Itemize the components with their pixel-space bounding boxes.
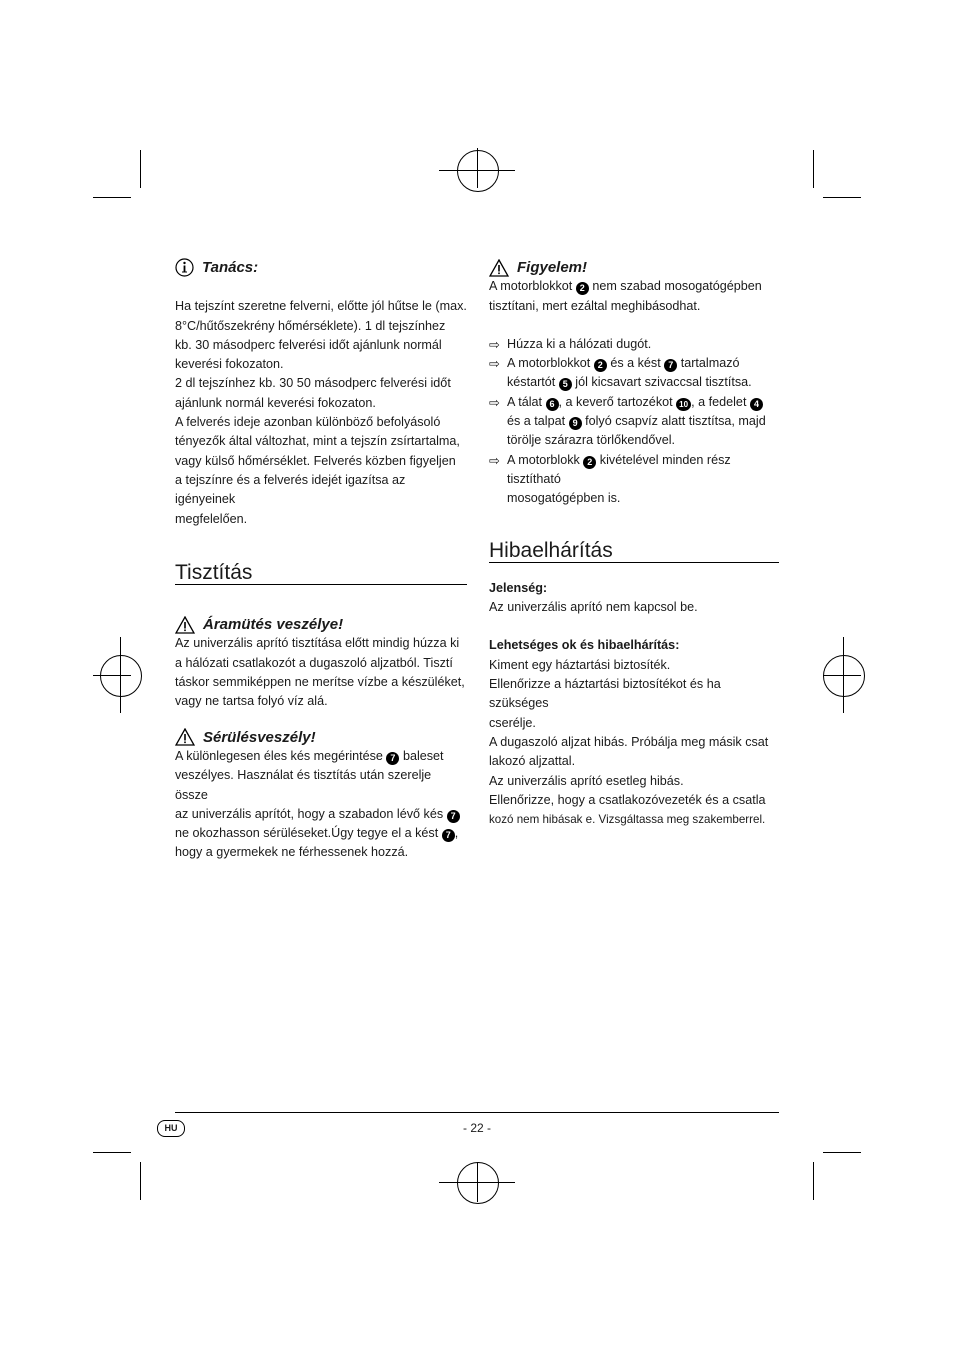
injury-line: A különlegesen éles kés megérintése 7 baleset — [175, 748, 444, 763]
part-number-badge: 7 — [442, 829, 455, 842]
shock-line: táskor semmiképpen ne merítse vízbe a készüléket, — [175, 675, 465, 690]
shock-line: Az univerzális aprító tisztítása előtt mindig húzza ki — [175, 636, 460, 651]
part-number-badge: 7 — [386, 752, 399, 765]
right-column — [489, 258, 779, 829]
injury-line: hogy a gyermekek ne férhessenek hozzá. — [175, 845, 409, 860]
part-number-badge: 4 — [750, 398, 763, 411]
crop-mark — [93, 1152, 131, 1153]
shock-line: a hálózati csatlakozót a dugaszoló aljzatból. Tisztí — [175, 655, 453, 670]
tip-line: vagy külső hőmérséklet. Felverés közben figyeljen — [175, 453, 456, 468]
tip-line: kb. 30 másodperc felverési időt ajánlunk normál — [175, 337, 442, 352]
arrow-right-icon: ⇨ — [489, 452, 500, 468]
shock-line: vagy ne tartsa folyó víz alá. — [175, 694, 328, 709]
crop-mark — [813, 1162, 814, 1200]
causes-line: Kiment egy háztartási biztosíték. — [489, 657, 671, 672]
causes-label: Lehetséges ok és hibaelhárítás: — [489, 638, 680, 653]
page-number: - 22 - — [462, 1121, 491, 1135]
step-item: ⇨ A tálat 6 , a keverő tartozékot 10 , a fedelet 4 és a talpat 9 folyó csapvíz alatt tisztítsa, majd törölje szárazra törlőkendővel. — [489, 393, 779, 451]
attention-line: A motorblokkot 2 nem szabad mosogatógépben — [489, 279, 762, 294]
crop-mark — [93, 197, 131, 198]
troubleshooting-section-title: Hibaelhárítás — [489, 541, 779, 563]
injury-warning-title: Sérülésveszély! — [203, 728, 316, 746]
tip-line: A felverés ideje azonban különböző befolyásoló — [175, 415, 441, 430]
arrow-right-icon: ⇨ — [489, 394, 500, 410]
crop-mark — [140, 1162, 141, 1200]
causes-line: cserélje. — [489, 715, 536, 730]
info-icon — [175, 258, 194, 277]
tip-line: a tejszínre és a felverés idejét igazítsa az igényeinek — [175, 472, 406, 507]
causes-line: kozó nem hibásak e. Vizsgáltassa meg szakemberrel. — [489, 813, 766, 827]
symptom-text: Az univerzális aprító nem kapcsol be. — [489, 600, 698, 615]
warning-triangle-icon — [489, 259, 509, 277]
injury-line: az univerzális aprítót, hogy a szabadon lévő kés 7 — [175, 805, 467, 824]
part-number-badge: 2 — [576, 282, 589, 295]
injury-line: veszélyes. Használat és tisztítás után szerelje össze — [175, 768, 432, 802]
attention-line: tisztítani, mert ezáltal meghibásodhat. — [489, 298, 701, 313]
step-item: ⇨ A motorblokkot 2 és a kést 7 tartalmazó késtartót 5 jól kicsavart szivaccsal tisztítsa. — [489, 354, 779, 393]
language-badge: HU — [157, 1120, 185, 1137]
tip-heading — [175, 258, 467, 277]
part-number-badge: 7 — [447, 810, 460, 823]
warning-triangle-icon — [175, 616, 195, 634]
symptom-label: Jelenség: — [489, 580, 548, 595]
causes-line: Ellenőrizze, hogy a csatlakozóvezeték és a csatla — [489, 792, 766, 807]
causes-line: Ellenőrizze a háztartási biztosítékot és ha szükséges — [489, 677, 721, 711]
injury-line: ne okozhasson sérüléseket.Úgy tegye el a kést 7 , — [175, 826, 459, 841]
part-number-badge: 6 — [546, 398, 559, 411]
crop-mark — [823, 1152, 861, 1153]
cleaning-section-title: Tisztítás — [175, 563, 467, 585]
tip-line: tényezők által változhat, mint a tejszín zsírtartalma, — [175, 434, 460, 449]
causes-line: Az univerzális aprító esetleg hibás. — [489, 773, 684, 788]
tip-line: 2 dl tejszínhez kb. 30 50 másodperc felverési időt — [175, 376, 451, 391]
left-column — [175, 258, 467, 863]
crop-mark — [813, 150, 814, 188]
injury-warning-heading — [175, 728, 467, 747]
warning-triangle-icon — [175, 728, 195, 746]
tip-title: Tanács: — [202, 259, 259, 276]
causes-line: A dugaszoló aljzat hibás. Próbálja meg másik csat — [489, 734, 769, 749]
attention-heading — [489, 258, 779, 277]
crop-mark — [140, 150, 141, 188]
tip-line: megfelelően. — [175, 511, 248, 526]
tip-line: keverési fokozaton. — [175, 357, 284, 372]
shock-warning-title: Áramütés veszélye! — [203, 616, 344, 634]
shock-warning-heading — [175, 615, 467, 634]
tip-line: 8°C/hűtőszekrény hőmérséklete). 1 dl tejszínhez — [175, 318, 446, 333]
arrow-right-icon: ⇨ — [489, 336, 500, 352]
part-number-badge: 5 — [559, 378, 572, 391]
part-number-badge: 2 — [594, 359, 607, 372]
tip-line: ajánlunk normál keverési fokozaton. — [175, 395, 376, 410]
part-number-badge: 9 — [569, 417, 582, 430]
causes-line: lakozó aljzattal. — [489, 754, 576, 769]
part-number-badge: 10 — [676, 398, 691, 411]
step-item: ⇨ Húzza ki a hálózati dugót. — [489, 335, 779, 354]
arrow-right-icon: ⇨ — [489, 356, 500, 372]
step-item: ⇨ A motorblokk 2 kivételével minden rész tisztítható mosogatógépben is. — [489, 451, 779, 509]
part-number-badge: 7 — [664, 359, 677, 372]
crop-mark — [823, 197, 861, 198]
footer-rule — [175, 1112, 779, 1113]
attention-title: Figyelem! — [517, 259, 588, 276]
tip-line: Ha tejszínt szeretne felverni, előtte jól hűtse le (max. — [175, 299, 467, 314]
part-number-badge: 2 — [583, 456, 596, 469]
